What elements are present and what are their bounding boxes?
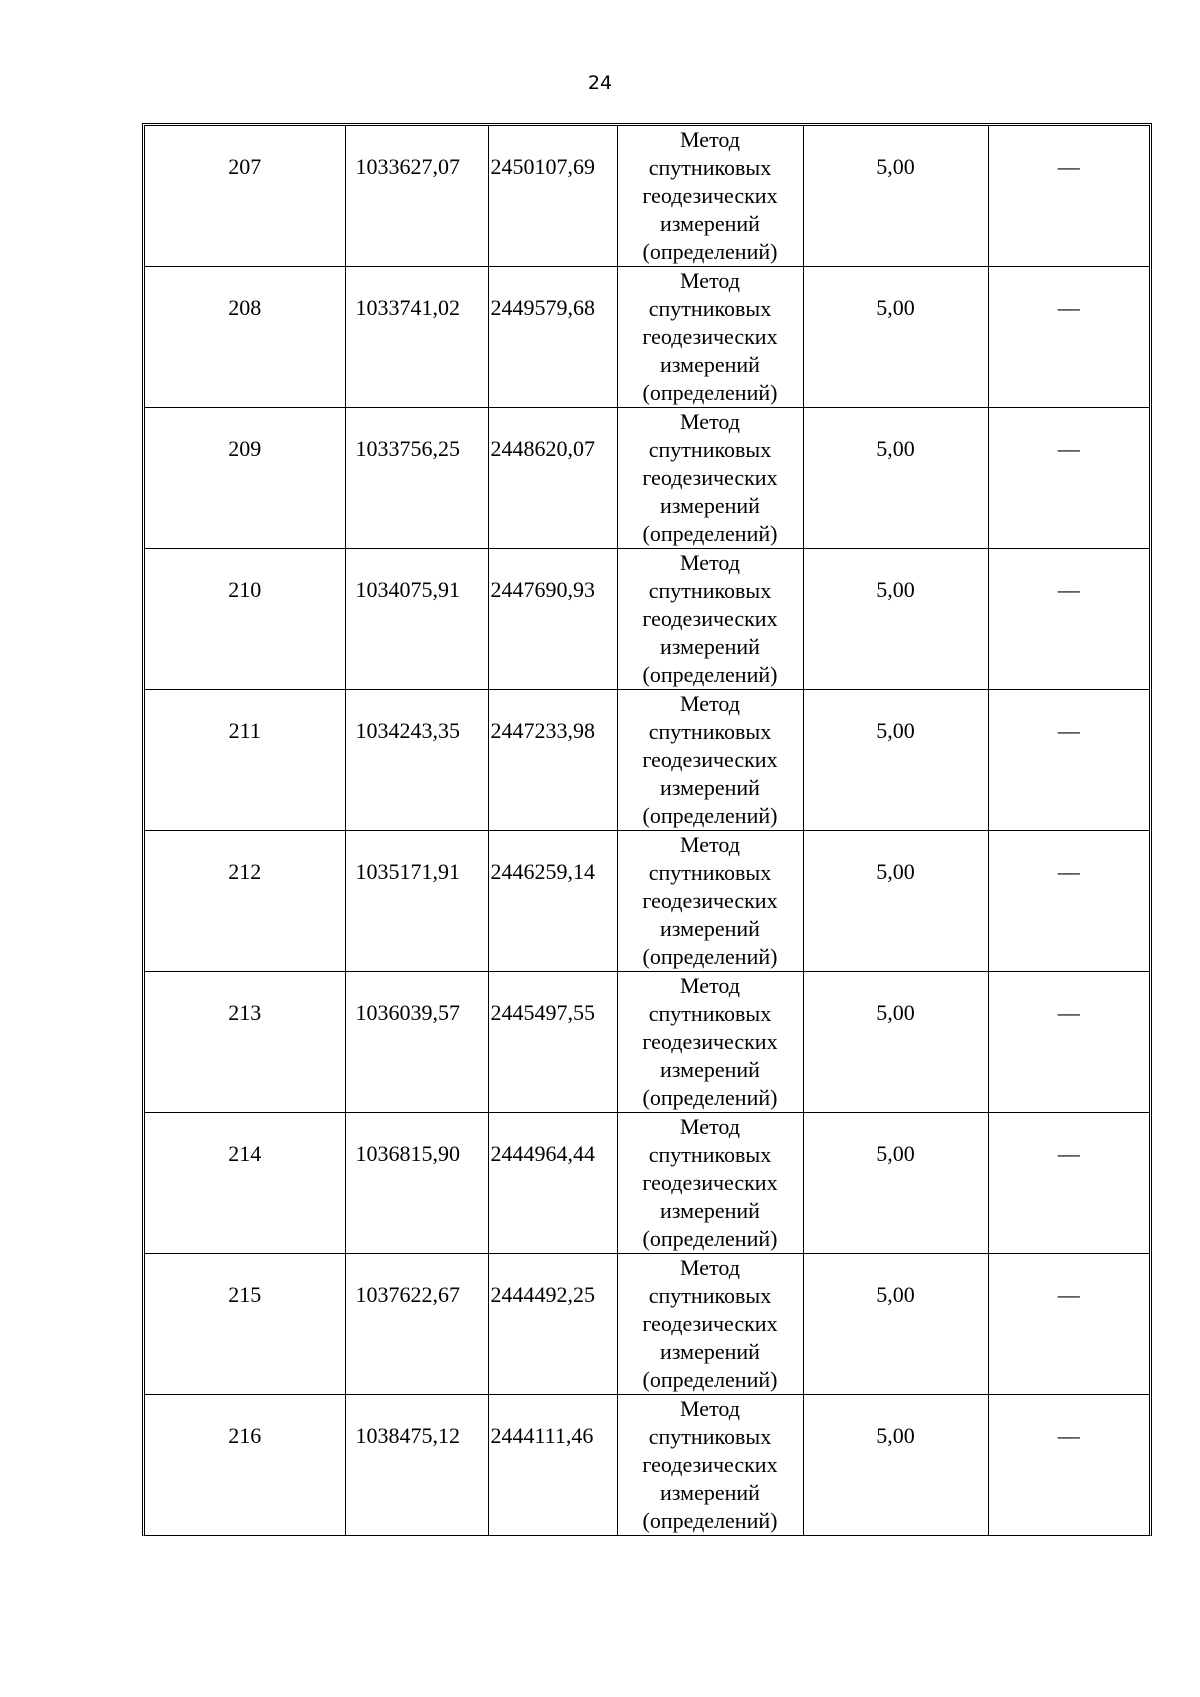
cell-method: Метод спутниковых геодезических измерений (определений) xyxy=(617,267,803,408)
cell-accuracy: 5,00 xyxy=(803,1395,988,1536)
cell-extra: — xyxy=(988,1113,1149,1254)
cell-accuracy: 5,00 xyxy=(803,408,988,549)
cell-coordinate-x: 1033741,02 xyxy=(345,267,488,408)
cell-coordinate-y: 2445497,55 xyxy=(488,972,617,1113)
cell-accuracy: 5,00 xyxy=(803,972,988,1113)
table-row xyxy=(145,549,1149,690)
cell-coordinate-x: 1036815,90 xyxy=(345,1113,488,1254)
cell-coordinate-y: 2444964,44 xyxy=(488,1113,617,1254)
cell-coordinate-y: 2447690,93 xyxy=(488,549,617,690)
cell-coordinate-x: 1034243,35 xyxy=(345,690,488,831)
cell-accuracy: 5,00 xyxy=(803,1254,988,1395)
cell-coordinate-x: 1037622,67 xyxy=(345,1254,488,1395)
cell-extra: — xyxy=(988,549,1149,690)
cell-extra: — xyxy=(988,267,1149,408)
cell-coordinate-x: 1035171,91 xyxy=(345,831,488,972)
cell-extra: — xyxy=(988,408,1149,549)
cell-coordinate-x: 1036039,57 xyxy=(345,972,488,1113)
table-body xyxy=(145,126,1149,1535)
table-row xyxy=(145,1395,1149,1536)
cell-extra: — xyxy=(988,126,1149,267)
cell-method: Метод спутниковых геодезических измерений (определений) xyxy=(617,408,803,549)
cell-coordinate-y: 2450107,69 xyxy=(488,126,617,267)
coordinates-table-frame xyxy=(142,123,1152,1536)
cell-coordinate-y: 2444111,46 xyxy=(488,1395,617,1536)
cell-accuracy: 5,00 xyxy=(803,831,988,972)
cell-coordinate-x: 1033627,07 xyxy=(345,126,488,267)
cell-method: Метод спутниковых геодезических измерений (определений) xyxy=(617,831,803,972)
cell-extra: — xyxy=(988,1254,1149,1395)
cell-accuracy: 5,00 xyxy=(803,549,988,690)
cell-method: Метод спутниковых геодезических измерений (определений) xyxy=(617,1254,803,1395)
cell-extra: — xyxy=(988,690,1149,831)
table-row xyxy=(145,831,1149,972)
table-row xyxy=(145,408,1149,549)
cell-point-number: 211 xyxy=(145,690,345,831)
cell-point-number: 210 xyxy=(145,549,345,690)
cell-method: Метод спутниковых геодезических измерений (определений) xyxy=(617,549,803,690)
cell-method: Метод спутниковых геодезических измерений (определений) xyxy=(617,972,803,1113)
table-row xyxy=(145,972,1149,1113)
cell-method: Метод спутниковых геодезических измерений (определений) xyxy=(617,690,803,831)
coordinates-table xyxy=(145,126,1149,1535)
cell-coordinate-x: 1033756,25 xyxy=(345,408,488,549)
cell-point-number: 214 xyxy=(145,1113,345,1254)
cell-point-number: 212 xyxy=(145,831,345,972)
cell-point-number: 213 xyxy=(145,972,345,1113)
cell-extra: — xyxy=(988,831,1149,972)
cell-accuracy: 5,00 xyxy=(803,1113,988,1254)
cell-coordinate-y: 2448620,07 xyxy=(488,408,617,549)
table-row xyxy=(145,126,1149,267)
table-row xyxy=(145,1254,1149,1395)
cell-coordinate-y: 2446259,14 xyxy=(488,831,617,972)
cell-coordinate-y: 2444492,25 xyxy=(488,1254,617,1395)
page-number: 24 xyxy=(587,72,613,94)
table-row xyxy=(145,267,1149,408)
cell-point-number: 207 xyxy=(145,126,345,267)
cell-coordinate-x: 1034075,91 xyxy=(345,549,488,690)
cell-extra: — xyxy=(988,972,1149,1113)
cell-accuracy: 5,00 xyxy=(803,126,988,267)
cell-method: Метод спутниковых геодезических измерений (определений) xyxy=(617,126,803,267)
cell-method: Метод спутниковых геодезических измерений (определений) xyxy=(617,1113,803,1254)
cell-coordinate-y: 2447233,98 xyxy=(488,690,617,831)
cell-point-number: 216 xyxy=(228,1423,262,1448)
cell-method: Метод спутниковых геодезических измерений (определений) xyxy=(617,1395,803,1536)
cell-point-number: 208 xyxy=(145,267,345,408)
table-row xyxy=(145,1113,1149,1254)
cell-point-number: 209 xyxy=(145,408,345,549)
cell-accuracy: 5,00 xyxy=(803,690,988,831)
cell-accuracy: 5,00 xyxy=(803,267,988,408)
cell-coordinate-y: 2449579,68 xyxy=(488,267,617,408)
table-row xyxy=(145,690,1149,831)
cell-point-number: 215 xyxy=(145,1254,345,1395)
cell-coordinate-x: 1038475,12 xyxy=(345,1395,488,1536)
cell-extra: — xyxy=(988,1395,1149,1536)
